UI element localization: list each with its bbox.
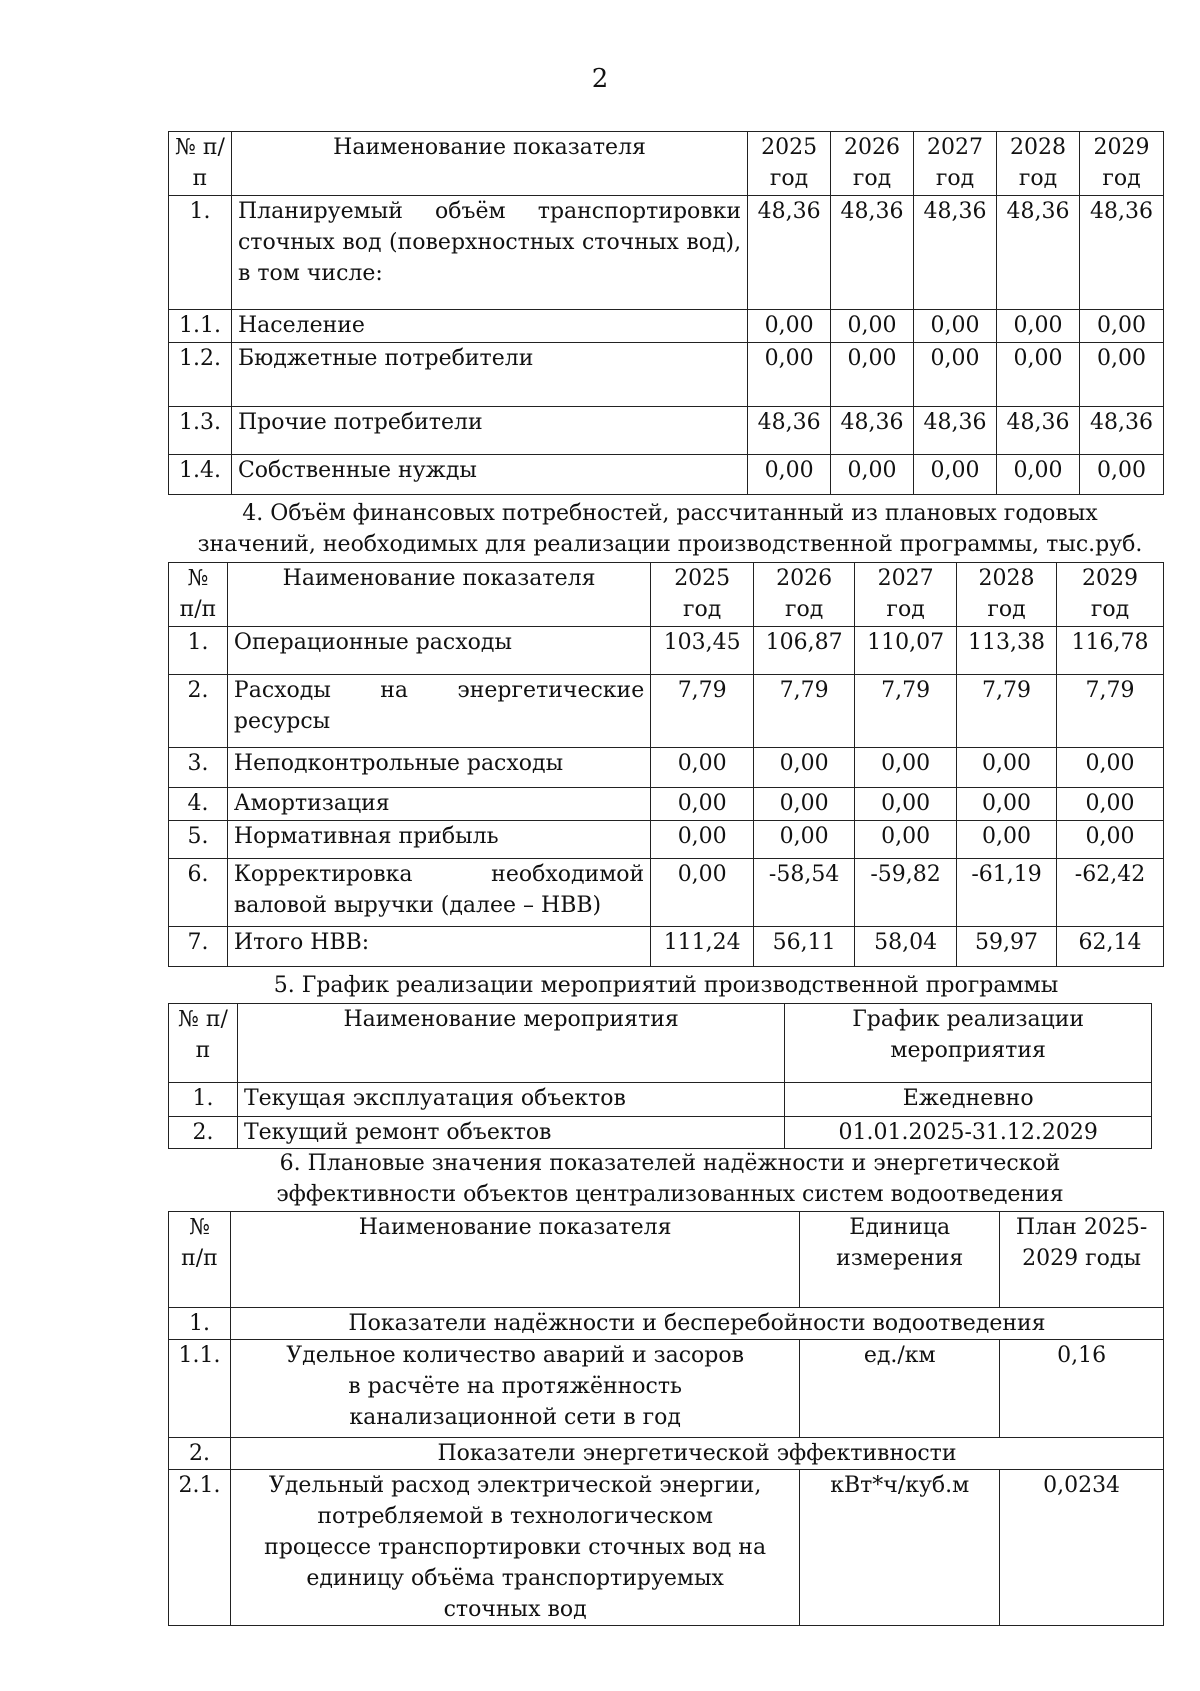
row-value: 0,00 [651,788,754,821]
row-value: 0,00 [651,859,754,927]
row-value: 48,36 [1079,407,1163,455]
table-row [169,627,1164,675]
financial-needs-table [168,562,1164,967]
row-name: Прочие потребители [231,407,747,455]
header-num: № п/п [169,1212,231,1308]
table-row [169,196,1164,310]
table-row [169,343,1164,407]
row-num: 7. [169,927,228,967]
row-value: 48,36 [914,407,997,455]
row-name: Текущий ремонт объектов [237,1117,784,1149]
row-value: 0,00 [831,343,914,407]
row-name: Расходы на энергетические ресурсы [227,675,650,748]
section-6-title: 6. Плановые значения показателей надёжности и энергетической эффективности объектов централизованных систем водоотведения [276,1151,1064,1207]
row-value: -59,82 [855,859,957,927]
row-num: 5. [169,821,228,859]
row-value: 48,36 [997,196,1080,310]
row-value: 0,00 [914,343,997,407]
row-num: 4. [169,788,228,821]
row-name: Итого НВВ: [227,927,650,967]
row-value: 7,79 [1057,675,1164,748]
row-value: 48,36 [914,196,997,310]
row-value: -62,42 [1057,859,1164,927]
table-row [169,1340,1164,1438]
row-value: 0,00 [748,343,831,407]
header-year: 2028 год [957,563,1057,627]
row-num: 1. [169,627,228,675]
row-value: 58,04 [855,927,957,967]
row-value: 0,00 [1079,455,1163,495]
transport-volume-table [168,131,1164,495]
row-value: 0,00 [855,788,957,821]
header-num: № п/п [169,563,228,627]
row-value: 48,36 [831,196,914,310]
row-num: 1. [169,1083,238,1117]
row-value: 56,11 [754,927,855,967]
row-num: 1.3. [169,407,232,455]
row-value: 0,16 [1000,1340,1164,1438]
group-num: 2. [169,1438,231,1470]
row-num: 6. [169,859,228,927]
row-name: Нормативная прибыль [227,821,650,859]
row-name: Бюджетные потребители [231,343,747,407]
header-name: Наименование показателя [230,1212,799,1308]
table-row [169,788,1164,821]
row-num: 1.1. [169,1340,231,1438]
row-value: 62,14 [1057,927,1164,967]
table-row [169,748,1164,788]
row-value: 7,79 [754,675,855,748]
row-value: 48,36 [831,407,914,455]
header-year: 2029 год [1079,132,1163,196]
row-num: 1. [169,196,232,310]
row-value: 7,79 [957,675,1057,748]
header-year: 2027 год [855,563,957,627]
row-value: 0,00 [1057,748,1164,788]
header-year: 2025 год [651,563,754,627]
header-plan: План 2025-2029 годы [1000,1212,1164,1308]
row-value: 0,00 [855,748,957,788]
row-name: Собственные нужды [231,455,747,495]
row-value: 48,36 [748,196,831,310]
group-title: Показатели надёжности и бесперебойности водоотведения [230,1308,1163,1340]
header-num: № п/п [169,1004,238,1083]
row-schedule: Ежедневно [785,1083,1152,1117]
row-value: 48,36 [748,407,831,455]
row-value: 0,00 [754,748,855,788]
row-name: Текущая эксплуатация объектов [237,1083,784,1117]
table-row [169,310,1164,343]
row-value: 0,00 [855,821,957,859]
header-name: Наименование мероприятия [237,1004,784,1083]
row-value: 116,78 [1057,627,1164,675]
schedule-table [168,1003,1152,1149]
table-row [169,455,1164,495]
row-num: 3. [169,748,228,788]
row-value: 0,00 [831,310,914,343]
row-name: Планируемый объём транспортировки сточных вод (поверхностных сточных вод), в том числе: [231,196,747,310]
row-value: 0,00 [651,748,754,788]
row-value: 0,00 [997,343,1080,407]
row-name: Удельное количество аварий и засоров в расчёте на протяжённость канализационной сети в год [230,1340,799,1438]
row-value: 103,45 [651,627,754,675]
group-row [169,1438,1164,1470]
row-value: 59,97 [957,927,1057,967]
row-value: 48,36 [997,407,1080,455]
row-value: 0,00 [831,455,914,495]
header-year: 2028 год [997,132,1080,196]
row-value: 0,00 [957,788,1057,821]
header-name: Наименование показателя [227,563,650,627]
row-name: Корректировка необходимой валовой выручки (далее – НВВ) [227,859,650,927]
header-year: 2027 год [914,132,997,196]
row-name: Удельный расход электрической энергии, потребляемой в технологическом процессе транспортировки сточных вод на единицу объёма транспортируемых сточных вод [230,1470,799,1626]
row-num: 2. [169,1117,238,1149]
header-year: 2026 год [831,132,914,196]
row-value: 0,00 [1079,343,1163,407]
row-name: Операционные расходы [227,627,650,675]
page-number: 2 [591,64,609,94]
row-num: 1.2. [169,343,232,407]
row-value: 0,00 [997,310,1080,343]
table-row [169,859,1164,927]
table-row [169,1083,1152,1117]
row-unit: кВт*ч/куб.м [800,1470,1000,1626]
group-num: 1. [169,1308,231,1340]
header-schedule: График реализации мероприятия [785,1004,1152,1083]
row-value: 0,00 [914,310,997,343]
row-value: -61,19 [957,859,1057,927]
row-num: 1.1. [169,310,232,343]
row-value: 0,00 [748,455,831,495]
row-value: 113,38 [957,627,1057,675]
row-value: 7,79 [651,675,754,748]
header-unit: Единица измерения [800,1212,1000,1308]
header-year: 2025 год [748,132,831,196]
row-value: 0,00 [997,455,1080,495]
row-value: 0,00 [957,748,1057,788]
row-value: 0,00 [1057,788,1164,821]
header-num: № п/п [169,132,232,196]
row-value: 0,00 [651,821,754,859]
row-value: 0,00 [957,821,1057,859]
row-value: 48,36 [1079,196,1163,310]
row-value: 0,00 [914,455,997,495]
row-num: 2.1. [169,1470,231,1626]
table-row [169,821,1164,859]
table-row [169,1470,1164,1626]
table-row [169,675,1164,748]
row-value: 111,24 [651,927,754,967]
row-value: 0,00 [754,788,855,821]
row-value: 7,79 [855,675,957,748]
row-name: Неподконтрольные расходы [227,748,650,788]
row-value: 0,00 [1079,310,1163,343]
row-value: 0,00 [1057,821,1164,859]
group-row [169,1308,1164,1340]
row-value: 110,07 [855,627,957,675]
row-unit: ед./км [800,1340,1000,1438]
reliability-table [168,1211,1164,1626]
row-value: -58,54 [754,859,855,927]
row-value: 106,87 [754,627,855,675]
header-name: Наименование показателя [231,132,747,196]
row-num: 2. [169,675,228,748]
row-schedule: 01.01.2025-31.12.2029 [785,1117,1152,1149]
row-value: 0,0234 [1000,1470,1164,1626]
row-name: Амортизация [227,788,650,821]
group-title: Показатели энергетической эффективности [230,1438,1163,1470]
section-4-title: 4. Объём финансовых потребностей, рассчитанный из плановых годовых значений, необходимых для реализации производственной программы, тыс.руб. [197,501,1143,557]
table-row [169,927,1164,967]
row-value: 0,00 [754,821,855,859]
row-num: 1.4. [169,455,232,495]
table-row [169,1117,1152,1149]
table-row [169,407,1164,455]
header-year: 2029 год [1057,563,1164,627]
row-name: Население [231,310,747,343]
section-5-title: 5. График реализации мероприятий производственной программы [273,973,1059,998]
header-year: 2026 год [754,563,855,627]
row-value: 0,00 [748,310,831,343]
